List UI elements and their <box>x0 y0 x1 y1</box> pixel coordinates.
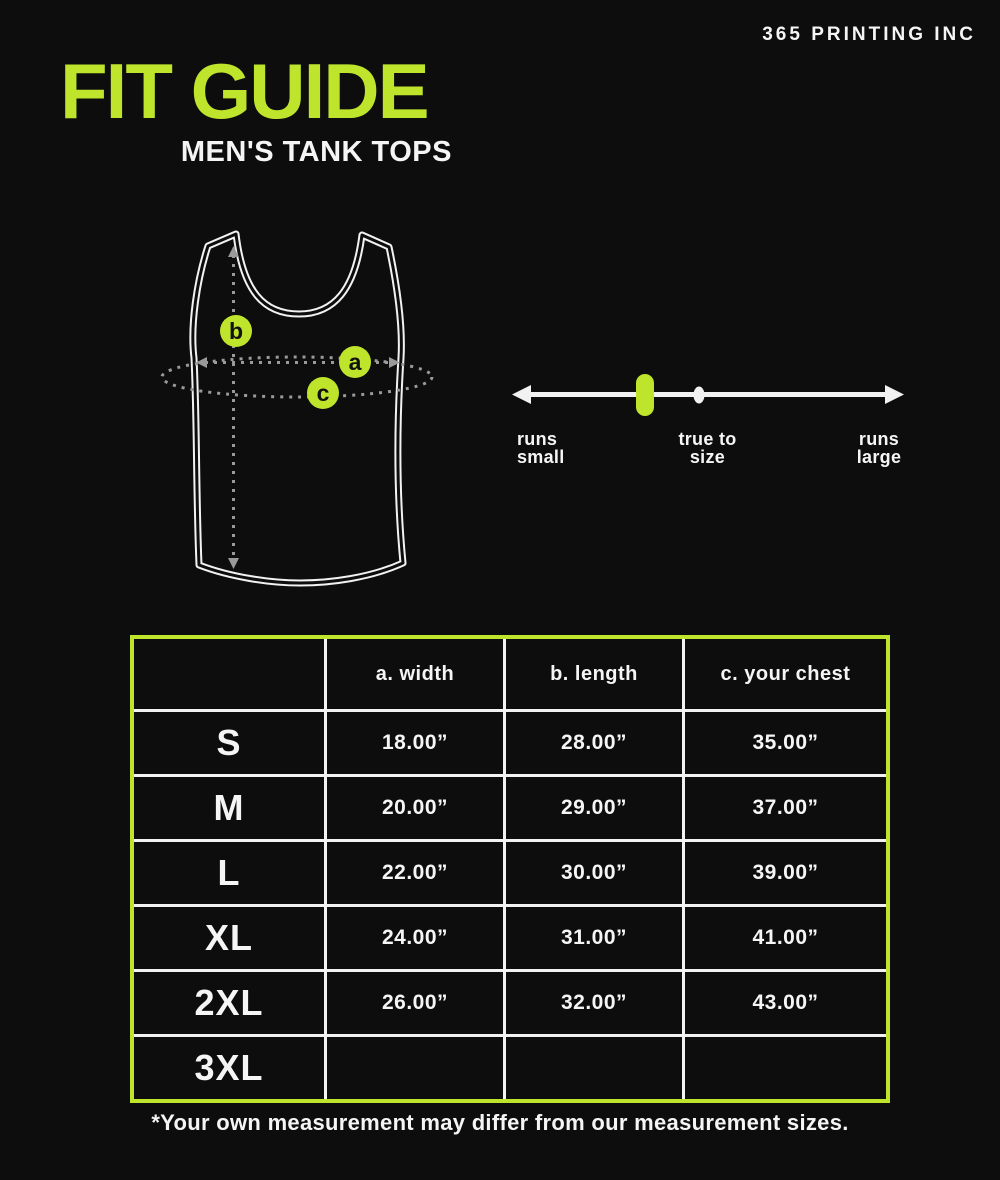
marker-a-label: a <box>348 349 362 375</box>
title-block <box>60 47 452 169</box>
scale-label-runs-large <box>833 430 925 466</box>
page-title: FIT GUIDE <box>60 47 428 135</box>
marker-b-label: b <box>228 318 244 344</box>
table-cell-width: 22.00” <box>327 842 503 904</box>
table-cell-size: M <box>134 777 324 839</box>
scale-label-line: runs <box>517 429 558 449</box>
table-cell-width: 18.00” <box>327 712 503 774</box>
table-cell-width: 20.00” <box>327 777 503 839</box>
tank-top-diagram <box>140 205 480 615</box>
table-cell-length: 28.00” <box>506 712 682 774</box>
table-cell-chest: 43.00” <box>685 972 886 1034</box>
scale-label-runs-small <box>517 430 565 466</box>
table-cell-length: 30.00” <box>506 842 682 904</box>
fit-scale <box>500 368 930 420</box>
table-header-length: b. length <box>506 639 682 709</box>
table-cell-chest: 39.00” <box>685 842 886 904</box>
scale-label-true-to-size <box>645 430 770 466</box>
true-to-size-tick <box>694 387 705 404</box>
scale-label-line: true to <box>678 429 737 449</box>
size-table <box>130 635 890 1103</box>
measurement-disclaimer: *Your own measurement may differ from our measurement sizes. <box>151 1110 849 1135</box>
table-cell-chest: 35.00” <box>685 712 886 774</box>
scale-label-line: large <box>856 447 902 467</box>
marker-c-label: c <box>316 380 330 406</box>
table-cell-size: 3XL <box>134 1037 324 1099</box>
table-cell-size: XL <box>134 907 324 969</box>
table-cell-width: 26.00” <box>327 972 503 1034</box>
fit-scale-arrow-right-icon <box>885 385 904 404</box>
fit-scale-arrow-left-icon <box>512 385 531 404</box>
brand-text: 365 PRINTING INC <box>762 24 976 45</box>
scale-label-line: runs <box>858 429 900 449</box>
table-header-size <box>134 639 324 709</box>
table-header-chest: c. your chest <box>685 639 886 709</box>
scale-label-line: size <box>689 447 726 467</box>
table-cell-size: 2XL <box>134 972 324 1034</box>
table-cell-chest: 41.00” <box>685 907 886 969</box>
table-cell-length: 29.00” <box>506 777 682 839</box>
scale-label-line: small <box>517 447 565 467</box>
table-cell-width <box>327 1037 503 1099</box>
table-cell-length <box>506 1037 682 1099</box>
table-cell-chest <box>685 1037 886 1099</box>
table-cell-length: 32.00” <box>506 972 682 1034</box>
tank-outline <box>193 234 403 583</box>
fit-position-marker <box>636 374 654 416</box>
table-header-width: a. width <box>327 639 503 709</box>
table-cell-width: 24.00” <box>327 907 503 969</box>
table-cell-size: S <box>134 712 324 774</box>
table-cell-size: L <box>134 842 324 904</box>
table-cell-chest: 37.00” <box>685 777 886 839</box>
table-cell-length: 31.00” <box>506 907 682 969</box>
page-subtitle: MEN'S TANK TOPS <box>180 136 452 168</box>
